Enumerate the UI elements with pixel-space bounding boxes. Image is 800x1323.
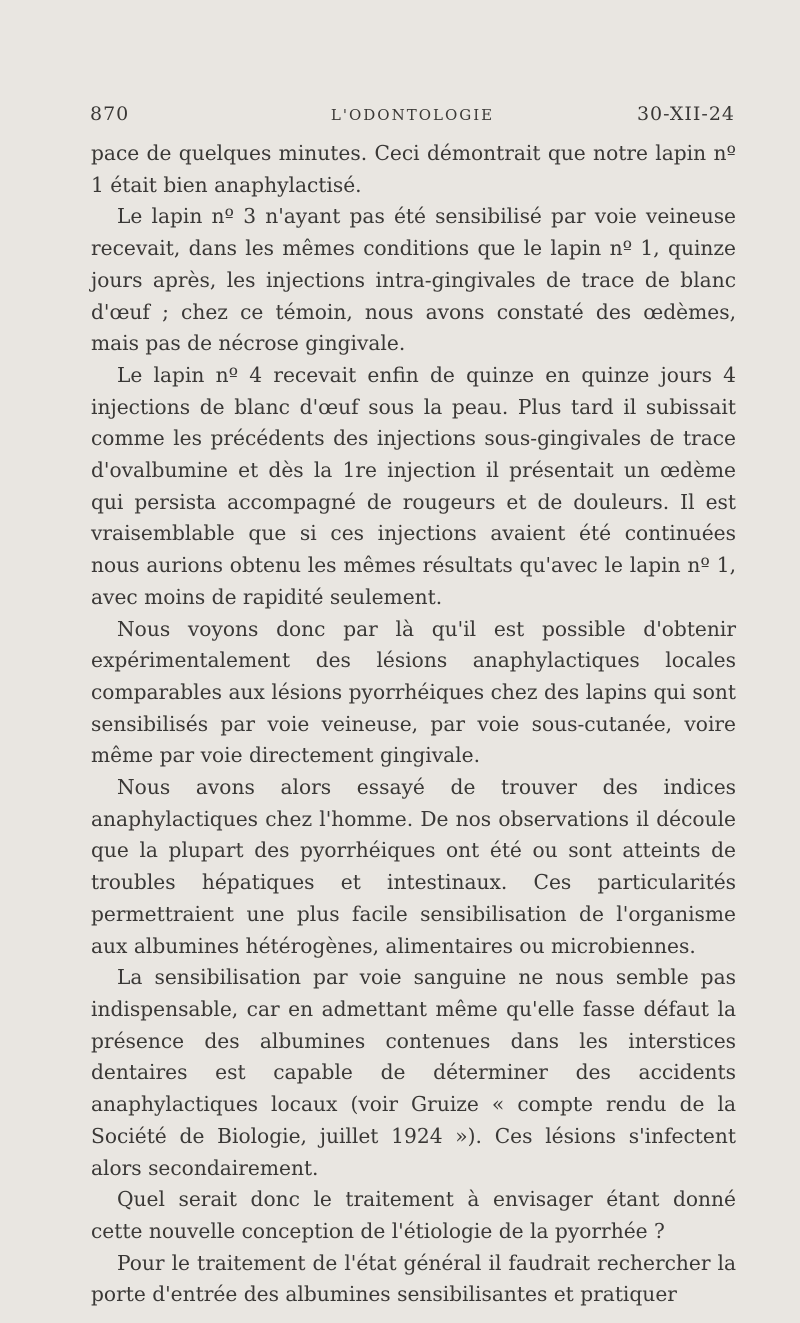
paragraph: Le lapin nº 3 n'ayant pas été sensibilisé par voie veineuse recevait, dans les mêmes conditions que le lapin nº 1, quinze jours après, les injections intra-gingivales de trace de blanc d'œuf ; chez ce témoin, nous avons constaté des œdèmes, mais pas de nécrose gingivale. <box>91 204 736 356</box>
running-header <box>90 103 735 133</box>
paragraph: Le lapin nº 4 recevait enfin de quinze en quinze jours 4 injections de blanc d'œuf sous la peau. Plus tard il subissait comme les précédents des injections sous-gingivales de trace d'ovalbumine et dès la 1re injection il présentait un œdème qui persista accompagné de rougeurs et de douleurs. Il est vraisemblable que si ces injections avaient été continuées nous aurions obtenu les mêmes résultats qu'avec le lapin nº 1, avec moins de rapidité seulement. <box>91 362 736 609</box>
body-text <box>91 138 736 1311</box>
journal-title: L'ODONTOLOGIE <box>330 106 495 124</box>
issue-date: 30-XII-24 <box>636 103 735 125</box>
page-number: 870 <box>90 103 130 125</box>
paragraph: Nous voyons donc par là qu'il est possible d'obtenir expérimentalement des lésions anaphylactiques locales comparables aux lésions pyorrhéiques chez des lapins qui sont sensibilisés par voie veineuse, par voie sous-cutanée, voire même par voie directement gingivale. <box>91 616 736 768</box>
paragraph: Quel serait donc le traitement à envisager étant donné cette nouvelle conception de l'étiologie de la pyorrhée ? <box>91 1187 736 1243</box>
paragraph: Nous avons alors essayé de trouver des indices anaphylactiques chez l'homme. De nos observations il découle que la plupart des pyorrhéiques ont été ou sont atteints de troubles hépatiques et intestinaux. Ces particularités permettraient une plus facile sensibilisation de l'organisme aux albumines hétérogènes, alimentaires ou microbiennes. <box>91 775 736 958</box>
paragraph: Pour le traitement de l'état général il faudrait rechercher la porte d'entrée des albumines sensibilisantes et pratiquer <box>91 1250 736 1307</box>
paragraph: pace de quelques minutes. Ceci démontrait que notre lapin nº 1 était bien anaphylactisé. <box>91 141 736 197</box>
paragraph: La sensibilisation par voie sanguine ne nous semble pas indispensable, car en admettant même qu'elle fasse défaut la présence des albumines contenues dans les interstices dentaires est capable de déterminer des accidents anaphylactiques locaux (voir Gruize « compte rendu de la Société de Biologie, juillet 1924 »). Ces lésions s'infectent alors secondairement. <box>91 965 736 1180</box>
